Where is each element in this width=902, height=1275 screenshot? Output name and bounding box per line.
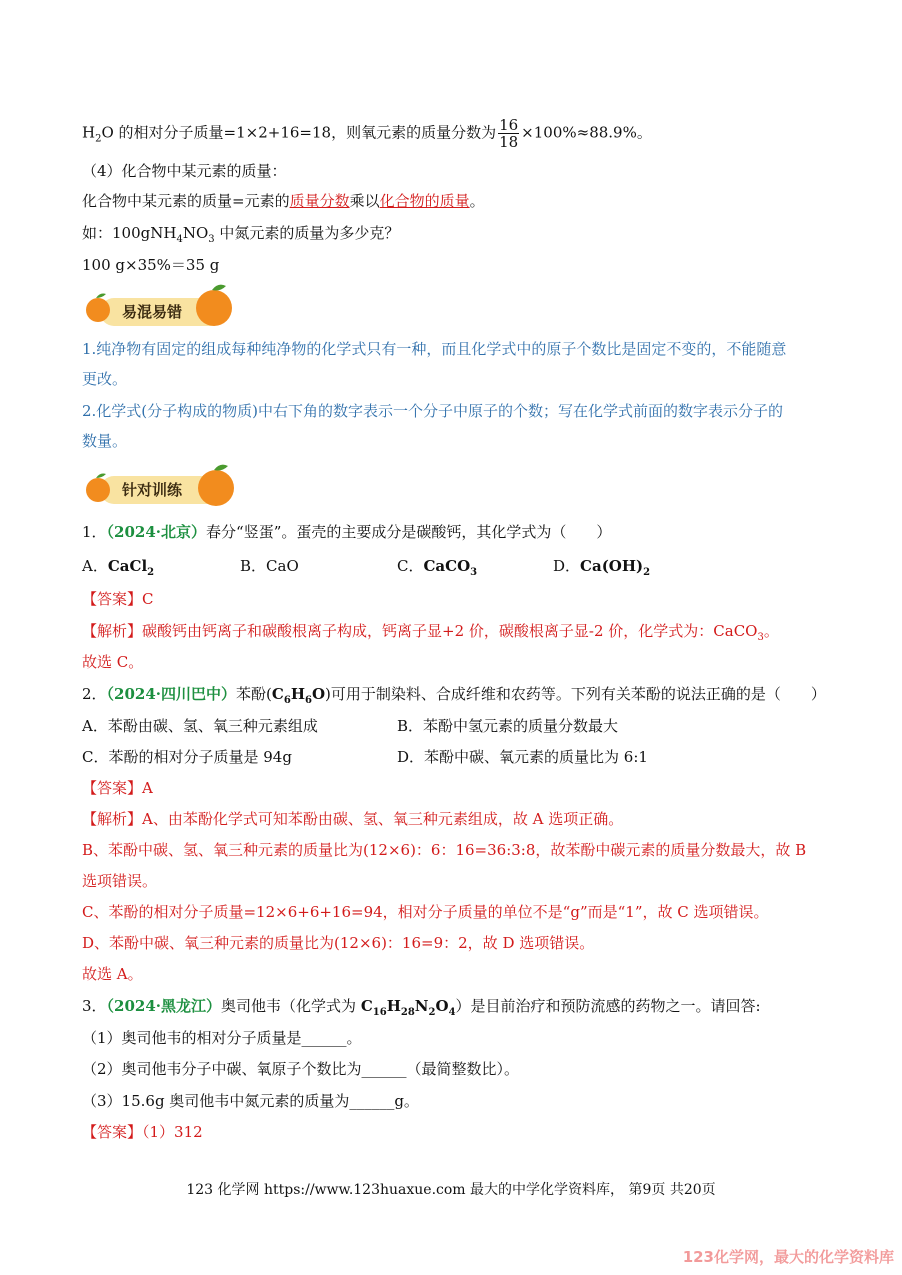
q2-conclusion: 故选 A。 <box>82 965 143 983</box>
answer-value: C <box>142 590 154 608</box>
q1-option-d <box>553 555 650 584</box>
q3-number: 3． <box>82 997 107 1015</box>
analysis-end: 。 <box>763 622 779 640</box>
option-sub: 3 <box>470 567 478 578</box>
h2o-sub: 2 <box>95 133 102 145</box>
analysis-tag: 【解析】 <box>82 810 143 828</box>
watermark: 123化学网，最大的化学资料库 <box>682 1248 894 1266</box>
q2-analysis-b-line1: B、苯酚中碳、氢、氧三种元素的质量比为(12×6)：6：16=36:3:8，故苯酚中碳元素的质量分数最大，故 B <box>82 841 807 859</box>
h2o-h: H <box>82 123 96 142</box>
answer-tag: 【答案】 <box>82 779 143 797</box>
def-part-c: 乘以 <box>349 192 380 210</box>
q1-number: 1． <box>82 523 107 541</box>
option-label: D． <box>553 557 581 575</box>
answer-tag: 【答案】 <box>82 1123 143 1141</box>
answer-tag: 【答案】 <box>82 590 143 608</box>
option-formula: CaCl <box>107 557 148 575</box>
q3-text-a: 奥司他韦（化学式为 <box>221 997 361 1015</box>
analysis-text: A、由苯酚化学式可知苯酚由碳、氢、氧三种元素组成，故 A 选项正确。 <box>142 810 624 828</box>
fraction <box>498 117 519 150</box>
formula-n: N <box>414 997 429 1015</box>
option-formula: CaCO <box>423 557 471 575</box>
option-label: B． <box>240 557 267 575</box>
h2o-text: O 的相对分子质量=1×2+16=18，则氧元素的质量分数为 <box>101 123 497 142</box>
formula-h: H <box>290 685 305 703</box>
q2-option-b: B．苯酚中氢元素的质量分数最大 <box>397 717 619 735</box>
confusion-point2-line2: 数量。 <box>82 432 128 450</box>
confusion-point2-line1: 2.化学式(分子构成的物质)中右下角的数字表示一个分子中原子的个数；写在化学式前面的数字表示分子的 <box>82 402 784 420</box>
option-sub: 2 <box>147 567 155 578</box>
q1-answer <box>82 588 154 610</box>
option-formula: CaO <box>266 557 299 575</box>
formula-o: O <box>435 997 449 1015</box>
formula-c-sub: 16 <box>372 1007 387 1018</box>
def-part-a: 化合物中某元素的质量=元素的 <box>82 192 290 210</box>
example-sub1: 4 <box>176 234 183 245</box>
fraction-numerator: 16 <box>499 116 519 134</box>
formula-o-sub: 4 <box>448 1007 456 1018</box>
def-keyword-compound-mass: 化合物的质量 <box>379 192 470 210</box>
analysis-tag: 【解析】 <box>82 622 143 640</box>
example-answer: 100 g×35%＝35 g <box>82 256 220 274</box>
q2-text-b: )可用于制染料、合成纤维和农药等。下列有关苯酚的说法正确的是（ ） <box>325 685 826 703</box>
def-keyword-mass-fraction: 质量分数 <box>289 192 350 210</box>
q1-option-c <box>397 555 477 584</box>
h2o-line <box>82 117 652 151</box>
q2-answer <box>82 777 153 799</box>
analysis-text: 碳酸钙由钙离子和碳酸根离子构成，钙离子显+2 价，碳酸根离子显-2 价，化学式为：CaCO <box>142 622 758 640</box>
q2-option-d: D．苯酚中碳、氧元素的质量比为 6:1 <box>397 748 648 766</box>
q1-option-b <box>240 555 299 577</box>
h2o-result: ×100%≈88.9%。 <box>521 123 652 142</box>
formula-h-sub: 28 <box>400 1007 415 1018</box>
answer-value: （1）312 <box>142 1123 203 1141</box>
q2-option-c: C．苯酚的相对分子质量是 94g <box>82 748 292 766</box>
def-part-e: 。 <box>469 192 485 210</box>
q2-source: （2024·四川巴中） <box>106 685 237 703</box>
example-c: 中氮元素的质量为多少克？ <box>214 224 400 242</box>
q2-text-a: 苯酚( <box>236 685 272 703</box>
q1-option-a <box>82 555 154 584</box>
q2-analysis-c: C、苯酚的相对分子质量=12×6+6+16=94，相对分子质量的单位不是“g”而是“1”，故 C 选项错误。 <box>82 903 769 921</box>
q1-conclusion: 故选 C。 <box>82 653 144 671</box>
banner-title: 针对训练 <box>122 481 183 499</box>
q1-text: 春分“竖蛋”。蛋壳的主要成分是碳酸钙，其化学式为（ ） <box>206 523 612 541</box>
question-3 <box>82 995 761 1024</box>
q1-analysis <box>82 620 779 649</box>
formula-h-sub: 6 <box>305 695 312 706</box>
example-sub2: 3 <box>208 234 215 245</box>
example-b: NO <box>182 224 209 242</box>
q2-analysis-d: D、苯酚中碳、氧三种元素的质量比为(12×6)：16=9：2，故 D 选项错误。 <box>82 934 595 952</box>
q1-source: （2024·北京） <box>106 523 207 541</box>
q3-answer <box>82 1121 203 1143</box>
question-2 <box>82 683 826 712</box>
example-a: 如：100gNH <box>82 224 177 242</box>
confusion-point1-line2: 更改。 <box>82 370 128 388</box>
formula-c: C <box>271 685 284 703</box>
formula-h: H <box>386 997 401 1015</box>
answer-value: A <box>142 779 153 797</box>
page-footer: 123 化学网 https://www.123huaxue.com 最大的中学化学资料库， 第9页 共20页 <box>186 1182 716 1198</box>
q3-subquestion-3: （3）15.6g 奥司他韦中氮元素的质量为______g。 <box>82 1092 419 1110</box>
definition-line <box>82 190 485 212</box>
q2-analysis-b-line2: 选项错误。 <box>82 872 158 890</box>
formula-n-sub: 2 <box>428 1007 436 1018</box>
q2-analysis-a <box>82 808 623 830</box>
section-banner-training <box>84 462 236 516</box>
analysis-sub: 3 <box>757 632 764 643</box>
point4-line: （4）化合物中某元素的质量： <box>82 162 287 180</box>
option-sub: 2 <box>643 567 651 578</box>
option-label: C． <box>397 557 424 575</box>
fraction-denominator: 18 <box>499 133 519 151</box>
confusion-point1-line1: 1.纯净物有固定的组成每种纯净物的化学式只有一种，而且化学式中的原子个数比是固定不变的，不能随意 <box>82 340 787 358</box>
question-1 <box>82 521 611 543</box>
q3-text-b: ）是目前治疗和预防流感的药物之一。请回答: <box>455 997 761 1015</box>
formula-c: C <box>360 997 373 1015</box>
option-formula: Ca(OH) <box>580 557 644 575</box>
q2-option-a: A．苯酚由碳、氢、氧三种元素组成 <box>82 717 318 735</box>
formula-o: O <box>311 685 326 703</box>
option-label: A． <box>82 557 108 575</box>
formula-c-sub: 6 <box>283 695 291 706</box>
section-banner-confusing <box>84 284 236 338</box>
q2-number: 2． <box>82 685 107 703</box>
example-line <box>82 222 399 251</box>
q3-source: （2024·黑龙江） <box>106 997 222 1015</box>
banner-title: 易混易错 <box>122 303 183 321</box>
q3-subquestion-2: （2）奥司他韦分子中碳、氧原子个数比为______（最简整数比）。 <box>82 1060 520 1078</box>
q3-subquestion-1: （1）奥司他韦的相对分子质量是______。 <box>82 1029 362 1047</box>
